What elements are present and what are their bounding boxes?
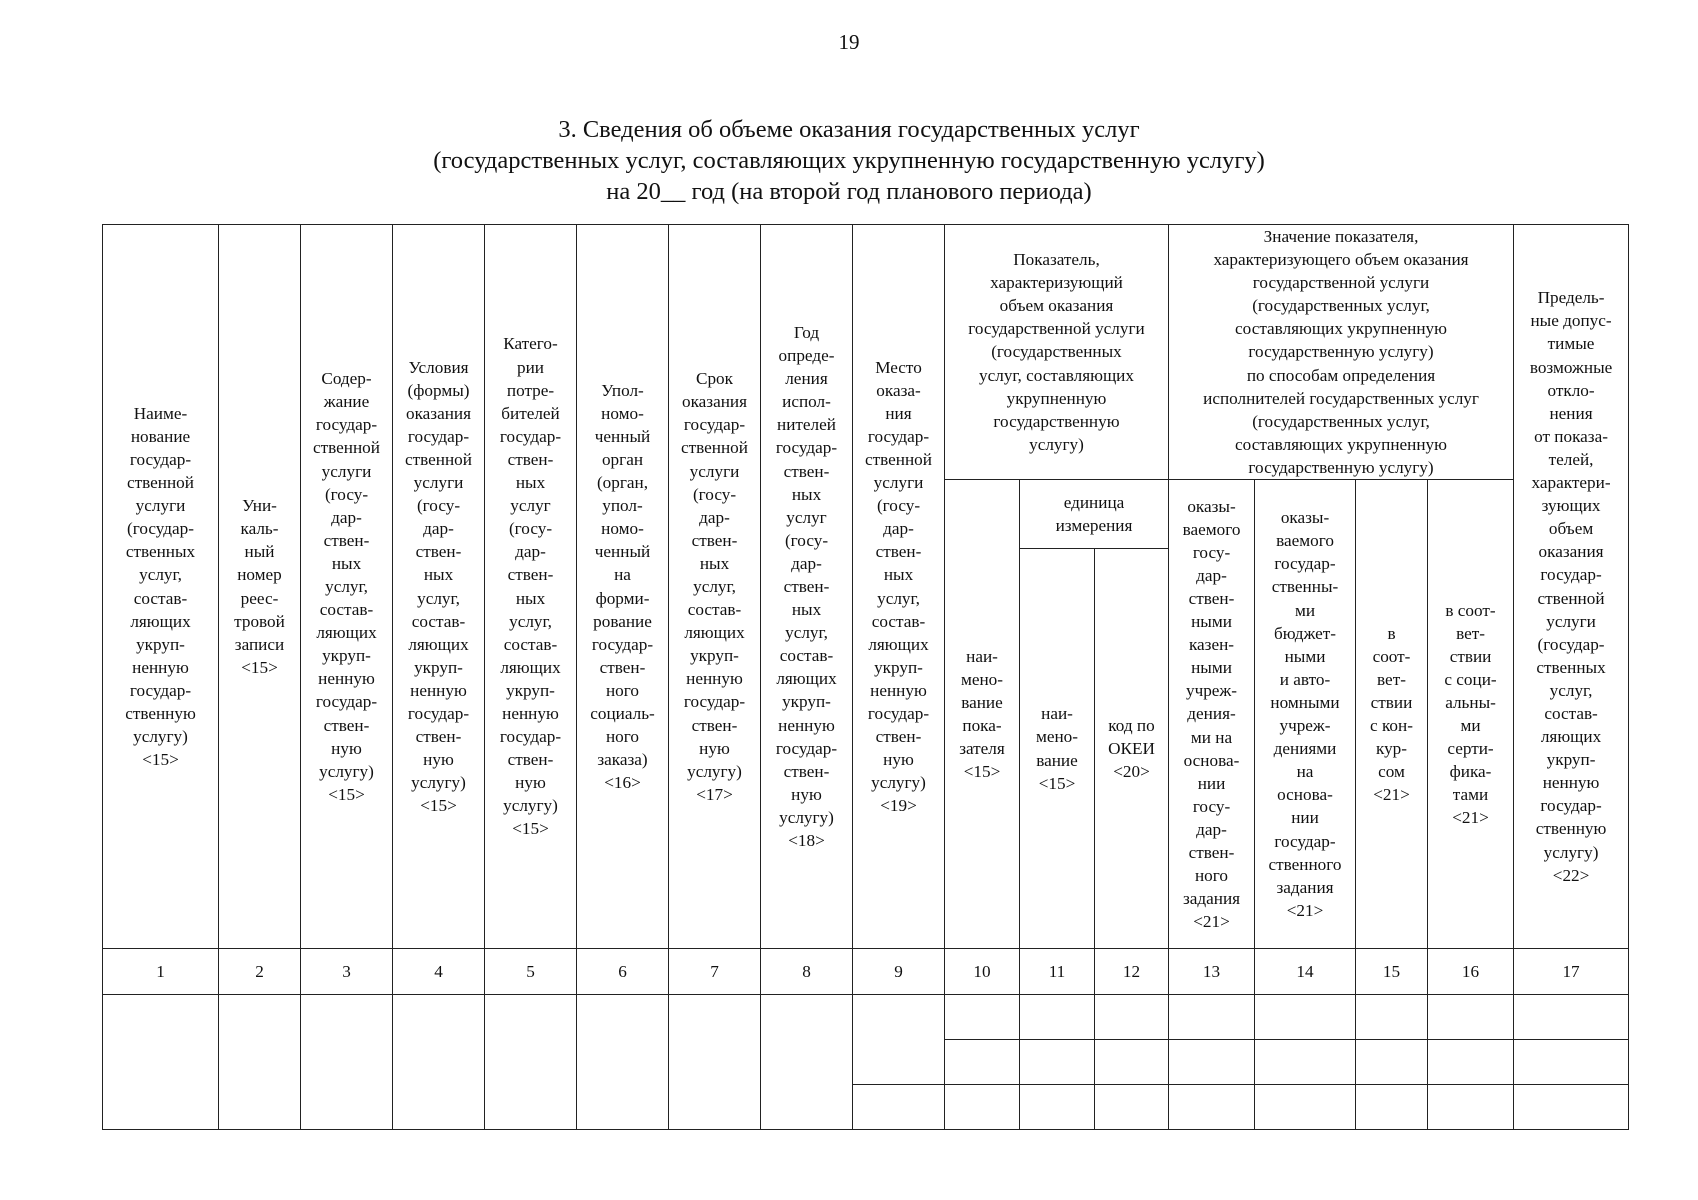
data-cell[interactable]	[1356, 995, 1428, 1040]
header-state-institutions: оказы- ваемого госу- дар- ствен- ными казен- ными учреж- дения- ми на основа- нии госу- дар- ствен- ного задания <21>	[1169, 480, 1255, 949]
data-cell[interactable]	[219, 995, 301, 1130]
header-budget-institutions: оказы- ваемого государ- ственны- ми бюджет- ными и авто- номными учреж- дениями на основа- нии государ- ственного задания <21>	[1255, 480, 1356, 949]
data-cell[interactable]	[761, 995, 853, 1130]
data-cell[interactable]	[1255, 995, 1356, 1040]
column-number: 15	[1356, 949, 1428, 995]
header-service-term: Срок оказания государ- ственной услуги (госу- дар- ствен- ных услуг, состав- ляющих укруп- ненную государ- ствен- ную услугу) <17>	[669, 225, 761, 949]
section-title	[0, 114, 1698, 207]
column-number: 14	[1255, 949, 1356, 995]
header-service-name: Наиме- нование государ- ственной услуги (государ- ственных услуг, состав- ляющих укруп- ненную государ- ственную услугу) <15>	[103, 225, 219, 949]
data-cell[interactable]	[945, 1040, 1020, 1085]
header-by-certificates: в соот- вет- ствии с соци- альны- ми серти- фика- тами <21>	[1428, 480, 1514, 949]
data-cell[interactable]	[1255, 1085, 1356, 1130]
data-cell[interactable]	[1020, 1085, 1095, 1130]
column-number: 9	[853, 949, 945, 995]
data-cell[interactable]	[1095, 1040, 1169, 1085]
data-cell[interactable]	[1514, 995, 1629, 1040]
data-cell[interactable]	[669, 995, 761, 1130]
column-number: 17	[1514, 949, 1629, 995]
data-cell[interactable]	[1169, 1040, 1255, 1085]
data-cell[interactable]	[1255, 1040, 1356, 1085]
data-cell[interactable]	[1095, 995, 1169, 1040]
header-authorized-body: Упол- номо- ченный орган (орган, упол- номо- ченный на форми- рование государ- ствен- ного социаль- ного заказа) <16>	[577, 225, 669, 949]
data-cell[interactable]	[393, 995, 485, 1130]
data-cell[interactable]	[103, 995, 219, 1130]
header-service-place: Место оказа- ния государ- ственной услуги (госу- дар- ствен- ных услуг, состав- ляющих укруп- ненную государ- ствен- ную услугу) <19>	[853, 225, 945, 949]
volume-table	[102, 224, 1629, 1130]
column-number: 3	[301, 949, 393, 995]
data-cell[interactable]	[853, 1085, 945, 1130]
header-service-content: Содер- жание государ- ственной услуги (госу- дар- ствен- ных услуг, состав- ляющих укруп- ненную государ- ствен- ную услугу) <15>	[301, 225, 393, 949]
column-number: 5	[485, 949, 577, 995]
title-line-3: на 20__ год (на второй год планового периода)	[606, 178, 1092, 205]
data-cell[interactable]	[1356, 1040, 1428, 1085]
header-consumer-categories: Катего- рии потре- бителей государ- ствен- ных услуг (госу- дар- ствен- ных услуг, состав- ляющих укруп- ненную государ- ствен- ную услугу) <15>	[485, 225, 577, 949]
data-cell[interactable]	[485, 995, 577, 1130]
column-number: 12	[1095, 949, 1169, 995]
header-service-conditions: Условия (формы) оказания государ- ственной услуги (госу- дар- ствен- ных услуг, состав- ляющих укруп- ненную государ- ствен- ную услугу) <15>	[393, 225, 485, 949]
data-cell[interactable]	[1428, 1040, 1514, 1085]
data-cell[interactable]	[577, 995, 669, 1130]
data-cell[interactable]	[1428, 995, 1514, 1040]
data-cell[interactable]	[1020, 1040, 1095, 1085]
header-indicator-name: наи- мено- вание пока- зателя <15>	[945, 480, 1020, 949]
title-line-1: 3. Сведения об объеме оказания государственных услуг	[558, 116, 1140, 143]
data-cell[interactable]	[1169, 1085, 1255, 1130]
data-cell[interactable]	[1020, 995, 1095, 1040]
column-number: 2	[219, 949, 301, 995]
header-value-group: Значение показателя, характеризующего объем оказания государственной услуги (государственных услуг, составляющих укрупненную государственную услугу) по способам определения исполнителей государственных услуг (государственных услуг, составляющих укрупненную государственную услугу)	[1169, 225, 1514, 480]
column-number: 8	[761, 949, 853, 995]
header-registry-number: Уни- каль- ный номер реес- тровой записи <15>	[219, 225, 301, 949]
header-unit-name: наи- мено- вание <15>	[1020, 549, 1095, 949]
data-cell[interactable]	[1514, 1085, 1629, 1130]
data-cell[interactable]	[945, 1085, 1020, 1130]
data-cell[interactable]	[853, 995, 945, 1085]
data-cell[interactable]	[301, 995, 393, 1130]
column-number: 7	[669, 949, 761, 995]
data-cell[interactable]	[1428, 1085, 1514, 1130]
header-unit-group: единица измерения	[1020, 480, 1169, 549]
column-number: 6	[577, 949, 669, 995]
data-cell[interactable]	[1514, 1040, 1629, 1085]
data-cell[interactable]	[1356, 1085, 1428, 1130]
header-by-contest: в соот- вет- ствии с кон- кур- сом <21>	[1356, 480, 1428, 949]
column-number: 1	[103, 949, 219, 995]
data-cell[interactable]	[945, 995, 1020, 1040]
page-number: 19	[838, 30, 860, 54]
column-number: 4	[393, 949, 485, 995]
data-cell[interactable]	[1169, 995, 1255, 1040]
title-line-2: (государственных услуг, составляющих укрупненную государственную услугу)	[433, 147, 1265, 174]
column-number: 11	[1020, 949, 1095, 995]
header-allowed-deviations: Предель- ные допус- тимые возможные откло- нения от показа- телей, характери- зующих объем оказания государ- ственной услуги (государ- ственных услуг, состав- ляющих укруп- ненную государ- ственную услугу) <22>	[1514, 225, 1629, 949]
header-indicator-group: Показатель, характеризующий объем оказания государственной услуги (государственных услуг, составляющих укрупненную государственную услугу)	[945, 225, 1169, 480]
column-number: 13	[1169, 949, 1255, 995]
data-cell[interactable]	[1095, 1085, 1169, 1130]
header-okei-code: код по ОКЕИ <20>	[1095, 549, 1169, 949]
column-number: 10	[945, 949, 1020, 995]
header-performer-year: Год опреде- ления испол- нителей государ- ствен- ных услуг (госу- дар- ствен- ных услуг, состав- ляющих укруп- ненную государ- ствен- ную услугу) <18>	[761, 225, 853, 949]
column-number: 16	[1428, 949, 1514, 995]
